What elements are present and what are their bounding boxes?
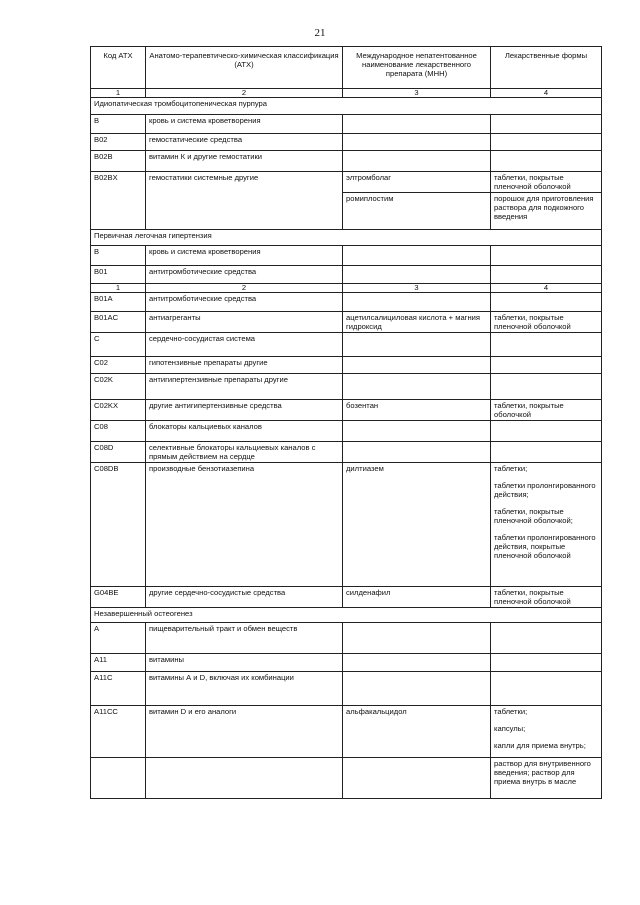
inn-cell bbox=[343, 293, 491, 312]
atc-code: C08 bbox=[91, 421, 146, 442]
inn-cell bbox=[343, 442, 491, 463]
inn-cell bbox=[343, 333, 491, 357]
atc-name bbox=[146, 758, 343, 799]
inn-cell bbox=[343, 266, 491, 284]
forms-cell bbox=[491, 357, 602, 374]
table-row bbox=[91, 312, 602, 333]
inn-cell bbox=[343, 623, 491, 654]
forms-cell: таблетки, покрытые пленочной оболочкой bbox=[491, 587, 602, 608]
atc-code: C08DB bbox=[91, 463, 146, 587]
table-row bbox=[91, 115, 602, 134]
table-row bbox=[91, 134, 602, 151]
forms-cell bbox=[491, 623, 602, 654]
atc-name: кровь и система кроветворения bbox=[146, 115, 343, 134]
column-number: 1 bbox=[91, 284, 146, 293]
table-row bbox=[91, 706, 602, 758]
table-row bbox=[91, 587, 602, 608]
atc-code bbox=[91, 758, 146, 799]
inn-cell: ацетилсалициловая кислота + магния гидроксид bbox=[343, 312, 491, 333]
atc-code: B bbox=[91, 246, 146, 266]
forms-cell bbox=[491, 333, 602, 357]
atc-table bbox=[90, 46, 602, 799]
atc-name: блокаторы кальциевых каналов bbox=[146, 421, 343, 442]
atc-name: производные бензотиазепина bbox=[146, 463, 343, 587]
dosage-form: таблетки; bbox=[494, 707, 528, 716]
atc-code: B bbox=[91, 115, 146, 134]
inn-cell bbox=[343, 374, 491, 400]
atc-name: кровь и система кроветворения bbox=[146, 246, 343, 266]
atc-name: гемостатики системные другие bbox=[146, 172, 343, 230]
section-title: Незавершенный остеогенез bbox=[91, 608, 602, 623]
table-row bbox=[91, 400, 602, 421]
table-row bbox=[91, 654, 602, 672]
dosage-form: капли для приема внутрь; bbox=[494, 741, 586, 750]
column-number: 2 bbox=[146, 284, 343, 293]
inn-cell bbox=[343, 246, 491, 266]
atc-name: другие антигипертензивные средства bbox=[146, 400, 343, 421]
forms-cell bbox=[491, 421, 602, 442]
forms-cell bbox=[491, 442, 602, 463]
header-inn: Международное непатентованное наименование лекарственного препарата (МНН) bbox=[343, 47, 491, 89]
atc-code: B02 bbox=[91, 134, 146, 151]
column-number: 3 bbox=[343, 89, 491, 98]
inn-cell bbox=[343, 672, 491, 706]
atc-name: витамин К и другие гемостатики bbox=[146, 151, 343, 172]
table-row bbox=[91, 357, 602, 374]
inn-cell bbox=[343, 357, 491, 374]
inn-cell bbox=[343, 151, 491, 172]
atc-name: гемостатические средства bbox=[146, 134, 343, 151]
table-row bbox=[91, 463, 602, 587]
inn-cell: элтромболаг bbox=[343, 172, 491, 193]
table-row bbox=[91, 172, 602, 193]
forms-cell bbox=[491, 134, 602, 151]
inn-cell: силденафил bbox=[343, 587, 491, 608]
table-row bbox=[91, 374, 602, 400]
atc-name: витамины А и D, включая их комбинации bbox=[146, 672, 343, 706]
atc-code: C02K bbox=[91, 374, 146, 400]
table-row bbox=[91, 333, 602, 357]
forms-cell bbox=[491, 151, 602, 172]
forms-cell bbox=[491, 463, 602, 587]
dosage-form: таблетки, покрытые пленочной оболочкой; bbox=[494, 507, 573, 525]
atc-code: B01 bbox=[91, 266, 146, 284]
atc-code: C02 bbox=[91, 357, 146, 374]
forms-cell: таблетки, покрытые оболочкой bbox=[491, 400, 602, 421]
column-numbers-row bbox=[91, 89, 602, 98]
atc-name: антитромботические средства bbox=[146, 266, 343, 284]
section-title: Идиопатическая тромбоцитопеническая пурпура bbox=[91, 98, 602, 115]
forms-cell: порошок для приготовления раствора для подкожного введения bbox=[491, 193, 602, 230]
atc-name: пищеварительный тракт и обмен веществ bbox=[146, 623, 343, 654]
inn-cell bbox=[343, 758, 491, 799]
atc-name: другие сердечно-сосудистые средства bbox=[146, 587, 343, 608]
table-row bbox=[91, 266, 602, 284]
inn-cell: дилтиазем bbox=[343, 463, 491, 587]
page-number: 21 bbox=[314, 27, 326, 39]
table-row bbox=[91, 758, 602, 799]
header-dosage-forms: Лекарственные формы bbox=[491, 47, 602, 89]
atc-code: C08D bbox=[91, 442, 146, 463]
table-row bbox=[91, 151, 602, 172]
section-row bbox=[91, 230, 602, 246]
table-row bbox=[91, 421, 602, 442]
inn-cell: альфакальцидол bbox=[343, 706, 491, 758]
forms-cell bbox=[491, 293, 602, 312]
section-title: Первичная легочная гипертензия bbox=[91, 230, 602, 246]
section-row bbox=[91, 98, 602, 115]
atc-code: A11C bbox=[91, 672, 146, 706]
inn-cell bbox=[343, 115, 491, 134]
atc-name: витамины bbox=[146, 654, 343, 672]
atc-code: A11CC bbox=[91, 706, 146, 758]
atc-code: C bbox=[91, 333, 146, 357]
atc-code: C02KX bbox=[91, 400, 146, 421]
inn-cell: ромиплостим bbox=[343, 193, 491, 230]
inn-cell: бозентан bbox=[343, 400, 491, 421]
forms-cell: раствор для внутривенного введения; раствор для приема внутрь в масле bbox=[491, 758, 602, 799]
atc-code: B01AC bbox=[91, 312, 146, 333]
atc-name: селективные блокаторы кальциевых каналов с прямым действием на сердце bbox=[146, 442, 343, 463]
atc-code: B02BX bbox=[91, 172, 146, 230]
dosage-form: таблетки; bbox=[494, 464, 528, 473]
atc-code: G04BE bbox=[91, 587, 146, 608]
atc-code: A bbox=[91, 623, 146, 654]
atc-name: витамин D и его аналоги bbox=[146, 706, 343, 758]
forms-cell bbox=[491, 266, 602, 284]
header-atc-code: Код АТХ bbox=[91, 47, 146, 89]
column-number: 4 bbox=[491, 89, 602, 98]
forms-cell: таблетки, покрытые пленочной оболочкой bbox=[491, 172, 602, 193]
column-number: 1 bbox=[91, 89, 146, 98]
dosage-form: таблетки пролонгированного действия, покрытые пленочной оболочкой bbox=[494, 533, 596, 560]
forms-cell bbox=[491, 246, 602, 266]
table-header-row bbox=[91, 47, 602, 89]
dosage-form: таблетки пролонгированного действия; bbox=[494, 481, 596, 499]
column-numbers-row bbox=[91, 284, 602, 293]
table-row bbox=[91, 293, 602, 312]
table-row bbox=[91, 442, 602, 463]
forms-cell bbox=[491, 115, 602, 134]
forms-cell: таблетки, покрытые пленочной оболочкой bbox=[491, 312, 602, 333]
atc-code: B02B bbox=[91, 151, 146, 172]
header-atc-classification: Анатомо-терапевтическо-химическая классификация (АТХ) bbox=[146, 47, 343, 89]
forms-cell bbox=[491, 706, 602, 758]
atc-code: A11 bbox=[91, 654, 146, 672]
column-number: 2 bbox=[146, 89, 343, 98]
table-row bbox=[91, 623, 602, 654]
dosage-form: капсулы; bbox=[494, 724, 526, 733]
column-number: 4 bbox=[491, 284, 602, 293]
atc-name: антигипертензивные препараты другие bbox=[146, 374, 343, 400]
atc-name: антиагреганты bbox=[146, 312, 343, 333]
atc-name: гипотензивные препараты другие bbox=[146, 357, 343, 374]
section-row bbox=[91, 608, 602, 623]
table-row bbox=[91, 246, 602, 266]
forms-cell bbox=[491, 654, 602, 672]
atc-name: сердечно-сосудистая система bbox=[146, 333, 343, 357]
inn-cell bbox=[343, 654, 491, 672]
atc-code: B01A bbox=[91, 293, 146, 312]
forms-cell bbox=[491, 672, 602, 706]
column-number: 3 bbox=[343, 284, 491, 293]
inn-cell bbox=[343, 134, 491, 151]
atc-name: антитромботические средства bbox=[146, 293, 343, 312]
forms-cell bbox=[491, 374, 602, 400]
table-row bbox=[91, 672, 602, 706]
inn-cell bbox=[343, 421, 491, 442]
